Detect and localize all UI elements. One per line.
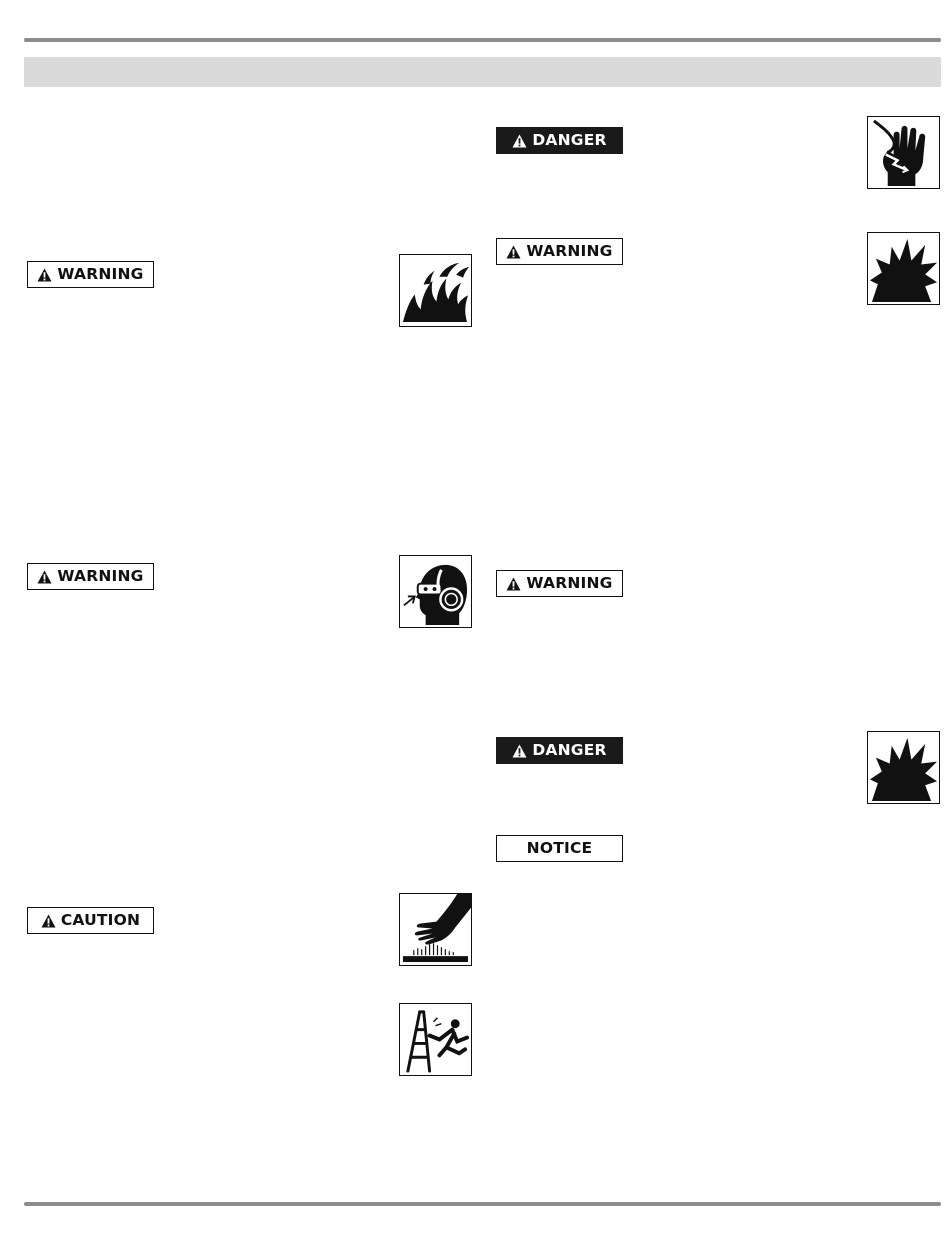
warning-label-text: WARNING: [526, 241, 613, 260]
warning-label: [496, 238, 623, 265]
warning-triangle-icon: [37, 570, 52, 584]
warning-label-text: WARNING: [526, 573, 613, 592]
section-title-band: [24, 57, 941, 87]
notice-label-text: NOTICE: [526, 838, 593, 857]
warning-label: [496, 570, 623, 597]
warning-triangle-icon: [506, 245, 521, 259]
fall-hazard-icon: [399, 1003, 472, 1076]
hot-surface-icon: [399, 893, 472, 966]
warning-label: [27, 563, 154, 590]
danger-label-text: DANGER: [532, 740, 607, 759]
danger-label: [496, 127, 623, 154]
warning-label-text: WARNING: [57, 264, 144, 283]
electric-shock-icon: [867, 116, 940, 189]
warning-triangle-icon: [41, 914, 56, 928]
warning-triangle-icon: [506, 577, 521, 591]
warning-triangle-icon: [512, 134, 527, 148]
warning-label-text: WARNING: [57, 566, 144, 585]
notice-label: [496, 835, 623, 862]
danger-label: [496, 737, 623, 764]
explosion-hazard-icon: [867, 731, 940, 804]
explosion-hazard-icon: [867, 232, 940, 305]
fire-hazard-icon: [399, 254, 472, 327]
warning-triangle-icon: [37, 268, 52, 282]
warning-triangle-icon: [512, 744, 527, 758]
caution-label-text: CAUTION: [60, 910, 141, 929]
danger-label-text: DANGER: [532, 130, 607, 149]
top-rule: [24, 38, 941, 42]
bottom-rule: [24, 1202, 941, 1206]
caution-label: [27, 907, 154, 934]
warning-label: [27, 261, 154, 288]
eye-ear-protection-icon: [399, 555, 472, 628]
